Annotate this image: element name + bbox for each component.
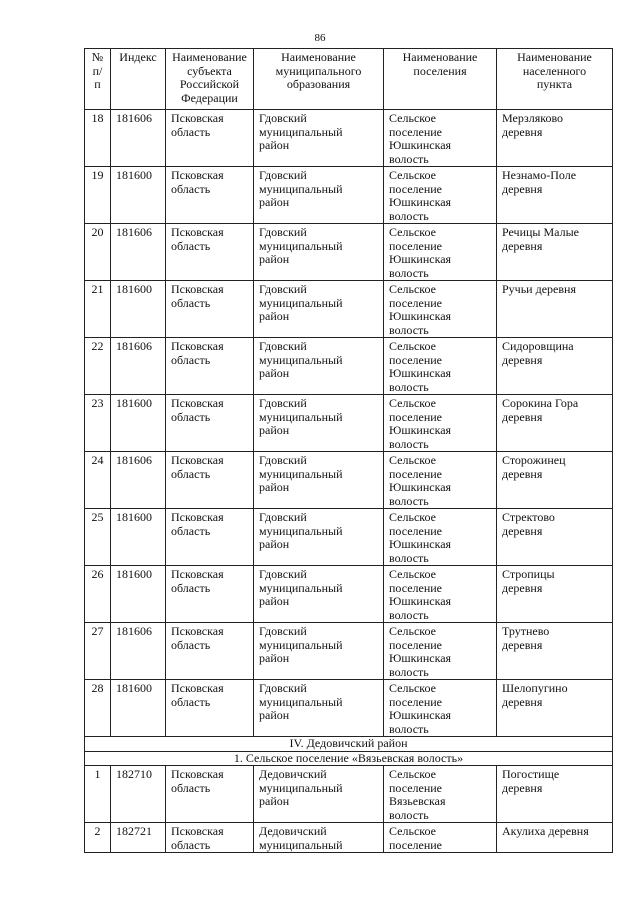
section-settlement-row	[85, 751, 613, 766]
cell-municipality: Гдовский муниципальный район	[254, 110, 384, 167]
cell-locality: Ручьи деревня	[497, 281, 613, 338]
cell-municipality: Гдовский муниципальный район	[254, 623, 384, 680]
table-row	[85, 623, 613, 680]
cell-municipality: Гдовский муниципальный район	[254, 509, 384, 566]
cell-subject: Псковская область	[166, 338, 254, 395]
cell-number: 24	[85, 452, 111, 509]
cell-number: 21	[85, 281, 111, 338]
table-body-group2	[85, 766, 613, 853]
cell-number: 2	[85, 823, 111, 853]
cell-number: 1	[85, 766, 111, 823]
cell-locality: Сидоровщина деревня	[497, 338, 613, 395]
cell-index: 181606	[111, 452, 166, 509]
cell-subject: Псковская область	[166, 566, 254, 623]
header-subject: Наименование субъекта Российской Федерации	[166, 49, 254, 110]
cell-subject: Псковская область	[166, 823, 254, 853]
cell-locality: Мерзляково деревня	[497, 110, 613, 167]
cell-locality: Трутнево деревня	[497, 623, 613, 680]
cell-settlement: Сельское поселение Вязьевская волость	[384, 766, 497, 823]
cell-locality: Погостище деревня	[497, 766, 613, 823]
cell-locality: Речицы Малые деревня	[497, 224, 613, 281]
cell-index: 181606	[111, 110, 166, 167]
cell-municipality: Гдовский муниципальный район	[254, 338, 384, 395]
cell-settlement: Сельское поселение Юшкинская волость	[384, 110, 497, 167]
table-row	[85, 338, 613, 395]
table-row	[85, 509, 613, 566]
cell-municipality: Дедовичский муниципальный	[254, 823, 384, 853]
cell-municipality: Гдовский муниципальный район	[254, 281, 384, 338]
cell-settlement: Сельское поселение Юшкинская волость	[384, 281, 497, 338]
cell-subject: Псковская область	[166, 224, 254, 281]
table-row	[85, 281, 613, 338]
cell-index: 181606	[111, 338, 166, 395]
cell-subject: Псковская область	[166, 395, 254, 452]
section-rows	[85, 737, 613, 766]
cell-municipality: Дедовичский муниципальный район	[254, 766, 384, 823]
cell-subject: Псковская область	[166, 680, 254, 737]
cell-subject: Псковская область	[166, 281, 254, 338]
cell-settlement: Сельское поселение Юшкинская волость	[384, 395, 497, 452]
cell-number: 23	[85, 395, 111, 452]
cell-number: 22	[85, 338, 111, 395]
cell-municipality: Гдовский муниципальный район	[254, 680, 384, 737]
cell-index: 182710	[111, 766, 166, 823]
cell-index: 181600	[111, 281, 166, 338]
cell-municipality: Гдовский муниципальный район	[254, 452, 384, 509]
cell-subject: Псковская область	[166, 509, 254, 566]
cell-number: 19	[85, 167, 111, 224]
cell-settlement: Сельское поселение Юшкинская волость	[384, 224, 497, 281]
table-row	[85, 167, 613, 224]
cell-index: 181600	[111, 680, 166, 737]
page-number: 86	[314, 32, 326, 44]
header-municipality: Наименование муниципального образования	[254, 49, 384, 110]
cell-municipality: Гдовский муниципальный район	[254, 224, 384, 281]
cell-settlement: Сельское поселение Юшкинская волость	[384, 509, 497, 566]
cell-settlement: Сельское поселение Юшкинская волость	[384, 167, 497, 224]
cell-settlement: Сельское поселение Юшкинская волость	[384, 680, 497, 737]
cell-index: 181600	[111, 509, 166, 566]
table-row	[85, 823, 613, 853]
cell-settlement: Сельское поселение	[384, 823, 497, 853]
localities-table	[84, 48, 613, 853]
section-district-row	[85, 737, 613, 752]
cell-municipality: Гдовский муниципальный район	[254, 167, 384, 224]
header-index: Индекс	[111, 49, 166, 110]
cell-locality: Стректово деревня	[497, 509, 613, 566]
cell-number: 18	[85, 110, 111, 167]
cell-locality: Акулиха деревня	[497, 823, 613, 853]
cell-subject: Псковская область	[166, 110, 254, 167]
cell-subject: Псковская область	[166, 766, 254, 823]
header-settlement: Наименование поселения	[384, 49, 497, 110]
cell-subject: Псковская область	[166, 167, 254, 224]
cell-settlement: Сельское поселение Юшкинская волость	[384, 566, 497, 623]
cell-number: 20	[85, 224, 111, 281]
cell-locality: Сторожинец деревня	[497, 452, 613, 509]
cell-number: 26	[85, 566, 111, 623]
table-row	[85, 680, 613, 737]
cell-municipality: Гдовский муниципальный район	[254, 395, 384, 452]
cell-settlement: Сельское поселение Юшкинская волость	[384, 623, 497, 680]
cell-index: 181600	[111, 566, 166, 623]
cell-index: 181606	[111, 224, 166, 281]
cell-locality: Стропицы деревня	[497, 566, 613, 623]
cell-settlement: Сельское поселение Юшкинская волость	[384, 452, 497, 509]
header-number: № п/п	[85, 49, 111, 110]
section-settlement: 1. Сельское поселение «Вязьевская волость»	[85, 751, 613, 766]
cell-locality: Незнамо-Поле деревня	[497, 167, 613, 224]
cell-subject: Псковская область	[166, 452, 254, 509]
cell-index: 181606	[111, 623, 166, 680]
header-locality: Наименование населенного пункта	[497, 49, 613, 110]
cell-locality: Шелопугино деревня	[497, 680, 613, 737]
cell-subject: Псковская область	[166, 623, 254, 680]
table-body-group1	[85, 110, 613, 737]
table-row	[85, 766, 613, 823]
cell-settlement: Сельское поселение Юшкинская волость	[384, 338, 497, 395]
table-row	[85, 452, 613, 509]
table-row	[85, 110, 613, 167]
cell-municipality: Гдовский муниципальный район	[254, 566, 384, 623]
cell-number: 27	[85, 623, 111, 680]
table-row	[85, 566, 613, 623]
table-header-row	[85, 49, 613, 110]
cell-number: 28	[85, 680, 111, 737]
cell-number: 25	[85, 509, 111, 566]
table-row	[85, 395, 613, 452]
cell-index: 181600	[111, 395, 166, 452]
cell-index: 182721	[111, 823, 166, 853]
cell-locality: Сорокина Гора деревня	[497, 395, 613, 452]
cell-index: 181600	[111, 167, 166, 224]
section-district: IV. Дедовичский район	[85, 737, 613, 752]
table-row	[85, 224, 613, 281]
